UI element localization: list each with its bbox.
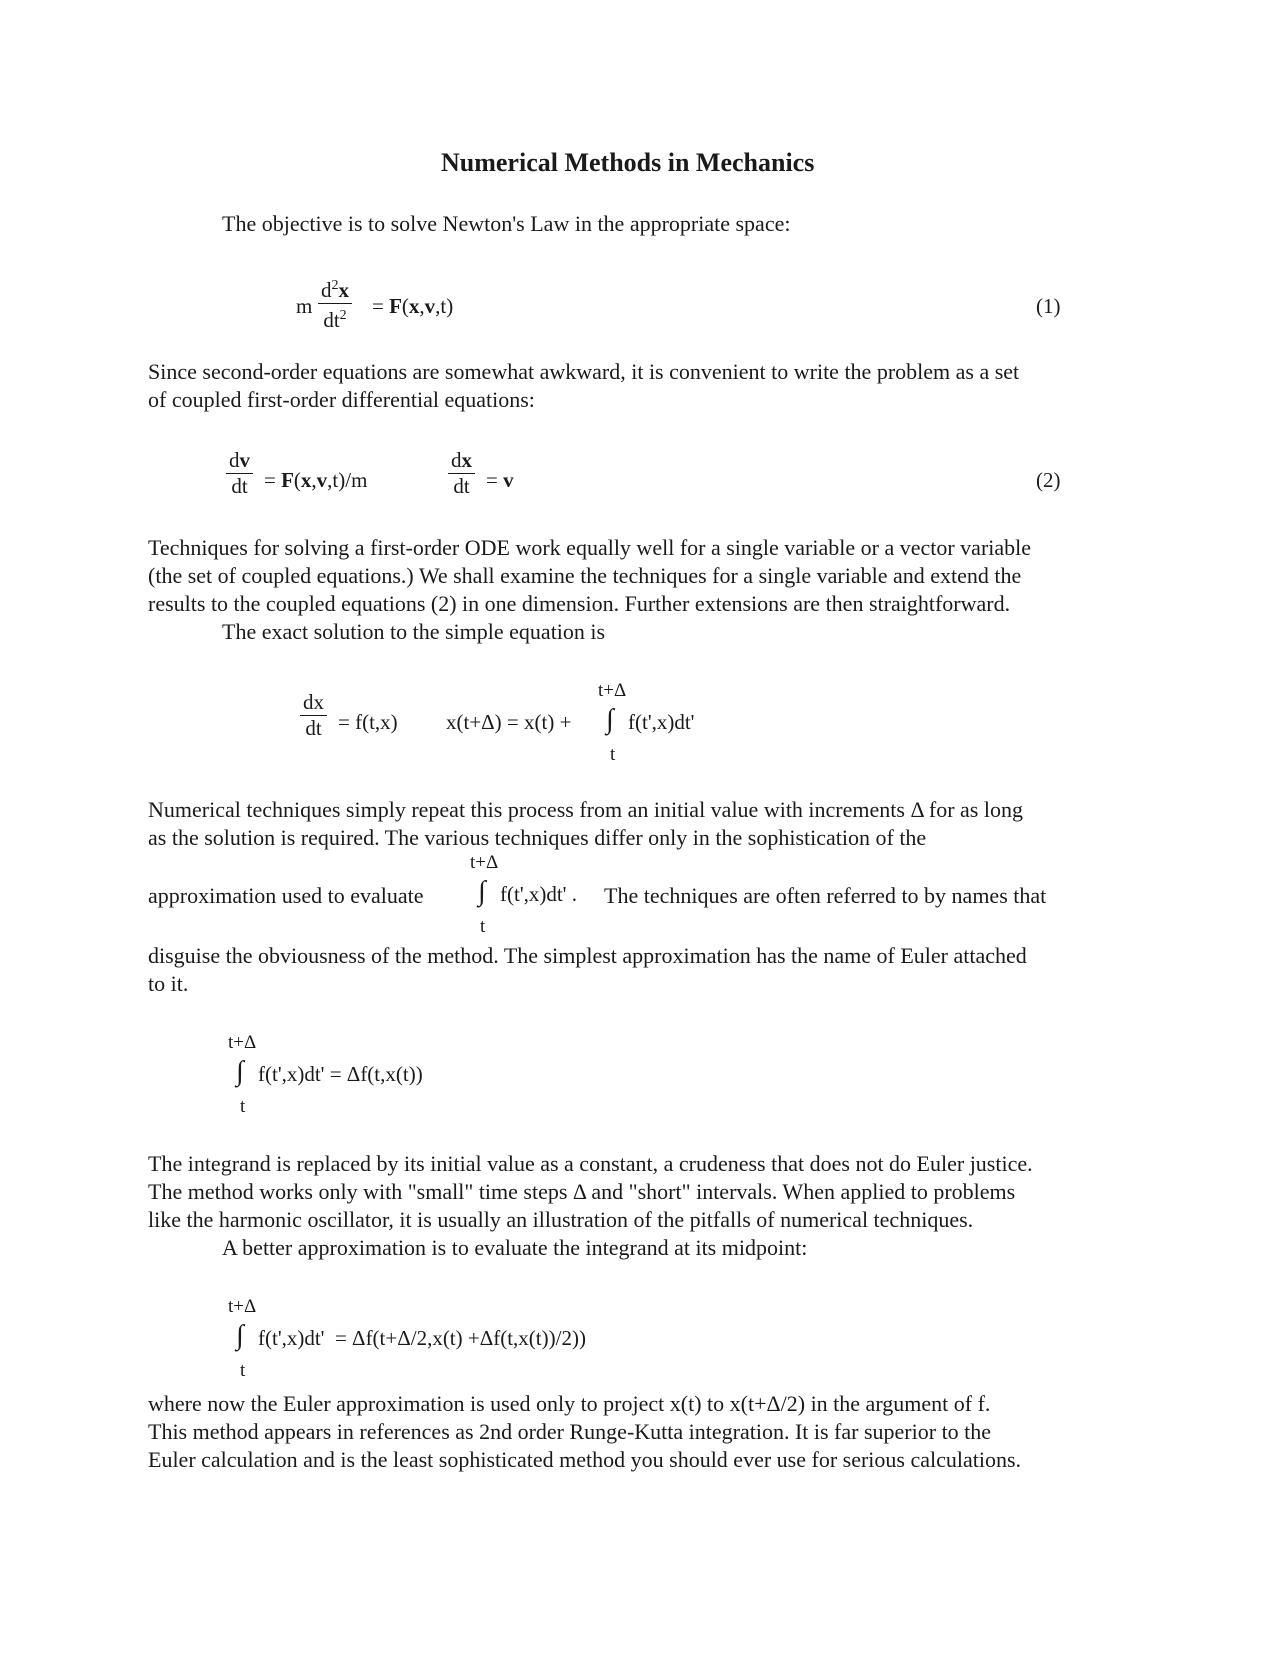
eq1-rhs: = F(x,v,t) <box>372 294 454 318</box>
paragraph-3-line-4: The exact solution to the simple equation is <box>222 619 606 644</box>
paragraph-3-line-1: Techniques for solving a first-order ODE work equally well for a single variable or a vector variable <box>148 535 1032 560</box>
eq1-denominator: $dt^2$ <box>323 308 347 332</box>
paragraph-6-line-1: where now the Euler approximation is used only to project x(t) to x(t+Δ/2) in the argument of f. <box>148 1391 991 1416</box>
paragraph-3-line-3: results to the coupled equations (2) in one dimension. Further extensions are then straightforward. <box>148 591 1011 616</box>
integral-sign: ∫ <box>236 1320 244 1351</box>
eq1-mass: m <box>296 294 313 318</box>
paragraph-5-line-3: like the harmonic oscillator, it is usually an illustration of the pitfalls of numerical techniques. <box>148 1207 974 1232</box>
intro-paragraph: The objective is to solve Newton's Law in the appropriate space: <box>222 211 791 236</box>
eq3-upper-limit: t+Δ <box>598 680 627 701</box>
eq3-fraction: $\frac{dx}{dt}$ <box>300 690 327 739</box>
eq3-lower-limit: t <box>610 744 616 765</box>
midpoint-lower-limit: t <box>240 1360 246 1381</box>
midpoint-expression: f(t',x)dt' = Δf(t+Δ/2,x(t) +Δf(t,x(t))/2)) <box>258 1326 586 1350</box>
paragraph-5-line-1: The integrand is replaced by its initial value as a constant, a crudeness that does not do Euler justice. <box>148 1151 1033 1176</box>
paragraph-3-line-2: (the set of coupled equations.) We shall examine the techniques for a single variable and extend the <box>148 563 1022 588</box>
eq2b-rhs: = v <box>486 468 514 492</box>
eq2-number: (2) <box>1036 468 1061 492</box>
page-title: Numerical Methods in Mechanics <box>441 148 815 177</box>
paragraph-6-line-3: Euler calculation and is the least sophisticated method you should ever use for serious calculations. <box>148 1447 1022 1472</box>
paragraph-5-line-2: The method works only with "small" time steps Δ and "short" intervals. When applied to problems <box>148 1179 1016 1204</box>
eq3-rhs: = f(t,x) <box>338 710 398 734</box>
integral-sign: ∫ <box>606 704 614 735</box>
paragraph-2-line-2: of coupled first-order differential equations: <box>148 387 535 412</box>
integral-sign: ∫ <box>236 1056 244 1087</box>
eq1-numerator: $d^2x$ <box>318 274 352 304</box>
paragraph-4-line-2: as the solution is required. The various techniques differ only in the sophistication of the <box>148 825 927 850</box>
euler-expression: f(t',x)dt' = Δf(t,x(t)) <box>258 1062 423 1086</box>
paragraph-4-line-4: disguise the obviousness of the method. The simplest approximation has the name of Euler attached <box>148 943 1027 968</box>
euler-lower-limit: t <box>240 1096 246 1117</box>
eq1-fraction <box>318 274 352 331</box>
paragraph-2-line-1: Since second-order equations are somewhat awkward, it is convenient to write the problem as a set <box>148 359 1020 384</box>
inline-lower-limit: t <box>480 916 486 937</box>
eq1-number: (1) <box>1036 294 1061 318</box>
eq2a-rhs: = F(x,v,t)/m <box>264 468 368 492</box>
euler-upper-limit: t+Δ <box>228 1032 257 1053</box>
inline-upper-limit: t+Δ <box>470 852 499 873</box>
eq3-solution-lhs: x(t+Δ) = x(t) + <box>446 710 572 734</box>
paragraph-6-line-2: This method appears in references as 2nd order Runge-Kutta integration. It is far superior to the <box>148 1419 992 1444</box>
paragraph-4-line-3-before: approximation used to evaluate <box>148 883 424 908</box>
midpoint-upper-limit: t+Δ <box>228 1296 257 1317</box>
paragraph-4-line-1: Numerical techniques simply repeat this process from an initial value with increments Δ for as long <box>148 797 1023 822</box>
integral-sign: ∫ <box>478 876 486 907</box>
eq2b-fraction: $\frac{dx}{dt}$ <box>448 448 475 497</box>
eq3-integrand: f(t',x)dt' <box>628 710 695 734</box>
paragraph-5-line-4: A better approximation is to evaluate the integrand at its midpoint: <box>222 1235 808 1260</box>
inline-integrand: f(t',x)dt' . <box>500 882 577 906</box>
paragraph-4-line-3-after: The techniques are often referred to by names that <box>604 883 1047 908</box>
eq2a-fraction: $\frac{dv}{dt}$ <box>226 448 253 497</box>
paragraph-4-line-5: to it. <box>148 971 189 996</box>
